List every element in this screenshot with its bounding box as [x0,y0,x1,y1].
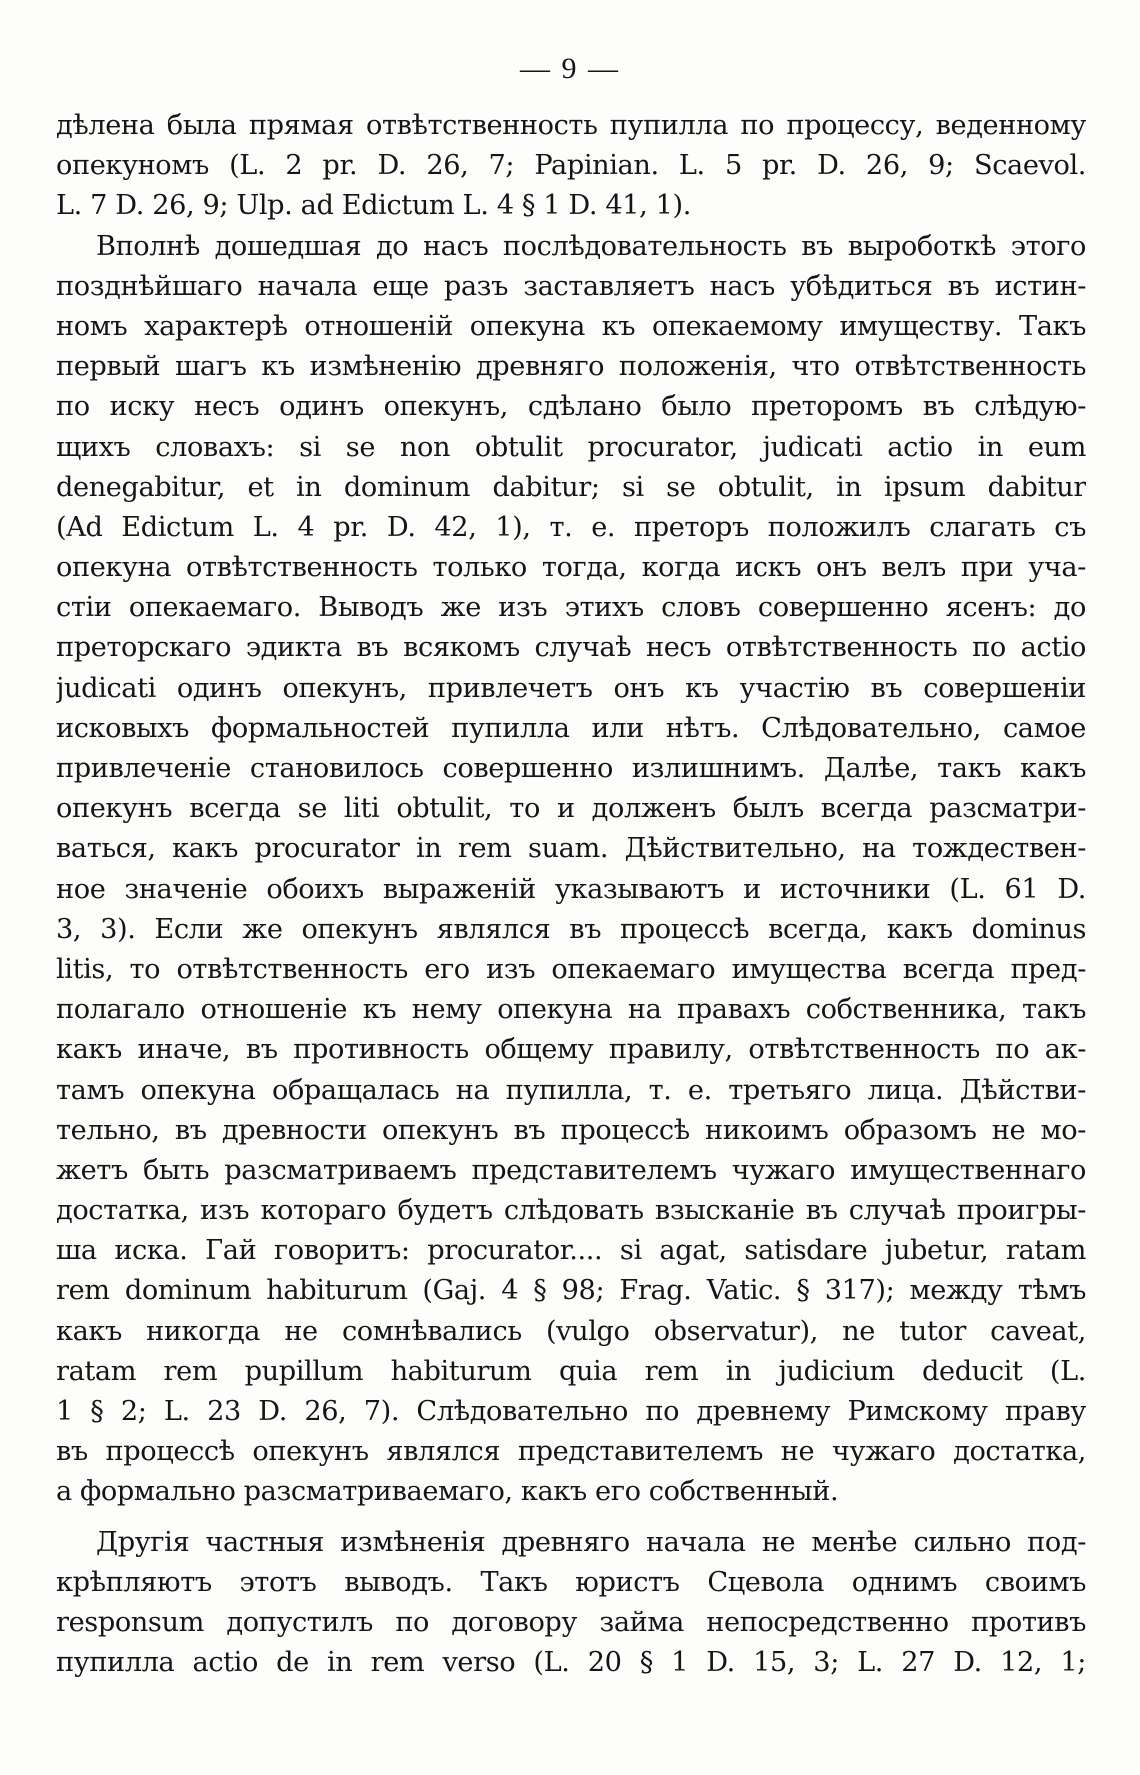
text-line: пупилла actio de in rem verso (L. 20 § 1 D. 15, 3; L. 27 D. 12, 1; [56,1647,1086,1679]
text-line: жетъ быть разсматриваемъ представителемъ чужаго имущественнаго [56,1154,1086,1186]
text-line: какъ никогда не сомнѣвались (vulgo observatur), ne tutor caveat, [56,1315,1086,1347]
text-line: какъ иначе, въ противность общему правилу, отвѣтственность по ак- [56,1034,1086,1066]
paragraph-1 [56,106,1086,227]
text-line: judicati одинъ опекунъ, привлечетъ онъ къ участiю въ совершенiи [56,672,1086,704]
text-line: (Ad Edictum L. 4 pr. D. 42, 1), т. е. преторъ положилъ слагать съ [56,511,1086,543]
text-line: denegabitur, et in dominum dabitur; si se obtulit, in ipsum dabitur [56,471,1086,503]
page-number: — 9 — [520,52,620,85]
paragraph-2 [56,227,1086,1513]
text-line: полагало отношенiе къ нему опекуна на правахъ собственника, такъ [56,994,1086,1026]
text-line: litis, то отвѣтственность его изъ опекаемаго имущества всегда пред- [56,953,1086,985]
text-line: тельно, въ древности опекунъ въ процессѣ никоимъ образомъ не мо- [56,1114,1086,1146]
text-line: опекунъ всегда se liti obtulit, то и долженъ былъ всегда разсматри- [56,793,1086,825]
text-line: опекуномъ (L. 2 pr. D. 26, 7; Papinian. L. 5 pr. D. 26, 9; Scaevol. [56,150,1086,182]
text-line: по иску несъ одинъ опекунъ, сдѣлано было преторомъ въ слѣдую- [56,391,1086,423]
text-line: достатка, изъ котораго будетъ слѣдовать взысканiе въ случаѣ проигры- [56,1195,1086,1227]
text-line: тамъ опекуна обращалась на пупилла, т. е. третьяго лица. Дѣйстви- [56,1074,1086,1106]
text-line: ша иска. Гай говоритъ: procurator.... si agat, satisdare jubetur, ratam [56,1235,1086,1267]
text-line: крѣпляютъ этотъ выводъ. Такъ юристъ Сцевола однимъ своимъ [56,1566,1086,1598]
text-line: ratam rem pupillum habiturum quia rem in judicium deducit (L. [56,1355,1086,1387]
text-line: щихъ словахъ: si se non obtulit procurator, judicati actio in eum [56,431,1086,463]
text-line: ное значенiе обоихъ выраженiй указываютъ и источники (L. 61 D. [56,873,1086,905]
text-line: исковыхъ формальностей пупилла или нѣтъ. Слѣдовательно, самое [56,712,1086,744]
text-line: первый шагъ къ измѣненiю древняго положенiя, что отвѣтственность [56,351,1086,383]
text-line: Вполнѣ дошедшая до насъ послѣдовательность въ выроботкѣ этого [96,230,1086,262]
text-line: въ процессѣ опекунъ являлся представителемъ не чужаго достатка, [56,1436,1086,1468]
text-line: позднѣйшаго начала еще разъ заставляетъ насъ убѣдиться въ истин- [56,270,1086,302]
text-line: опекуна отвѣтственность только тогда, когда искъ онъ велъ при уча- [56,552,1086,584]
text-line: преторскаго эдикта въ всякомъ случаѣ несъ отвѣтственность по actio [56,632,1086,664]
text-line: привлеченiе становилось совершенно излишнимъ. Далѣе, такъ какъ [56,753,1086,784]
text-line: дѣлена была прямая отвѣтственность пупилла по процессу, веденному [56,110,1086,141]
text-line: Другiя частныя измѣненiя древняго начала не менѣе сильно под- [96,1526,1086,1558]
text-line: 1 § 2; L. 23 D. 26, 7). Слѣдовательно по древнему Римскому праву [56,1396,1086,1427]
text-line: стiи опекаемаго. Выводъ же изъ этихъ словъ совершенно ясенъ: до [56,592,1086,624]
body-text [56,106,1086,1683]
text-line: responsum допустилъ по договору займа непосредственно противъ [56,1606,1086,1638]
paragraph-3 [56,1523,1086,1684]
text-line: L. 7 D. 26, 9; Ulp. ad Edictum L. 4 § 1 D. 41, 1). [56,190,691,222]
text-line: ваться, какъ procurator in rem suam. Дѣйствительно, на тождествен- [56,833,1086,865]
text-line: номъ характерѣ отношенiй опекуна къ опекаемому имуществу. Такъ [56,310,1086,342]
text-line: а формально разсматриваемаго, какъ его собственный. [56,1476,839,1508]
text-line: 3, 3). Если же опекунъ являлся въ процессѣ всегда, какъ dominus [56,913,1086,945]
text-line: rem dominum habiturum (Gaj. 4 § 98; Frag. Vatic. § 317); между тѣмъ [56,1275,1086,1307]
